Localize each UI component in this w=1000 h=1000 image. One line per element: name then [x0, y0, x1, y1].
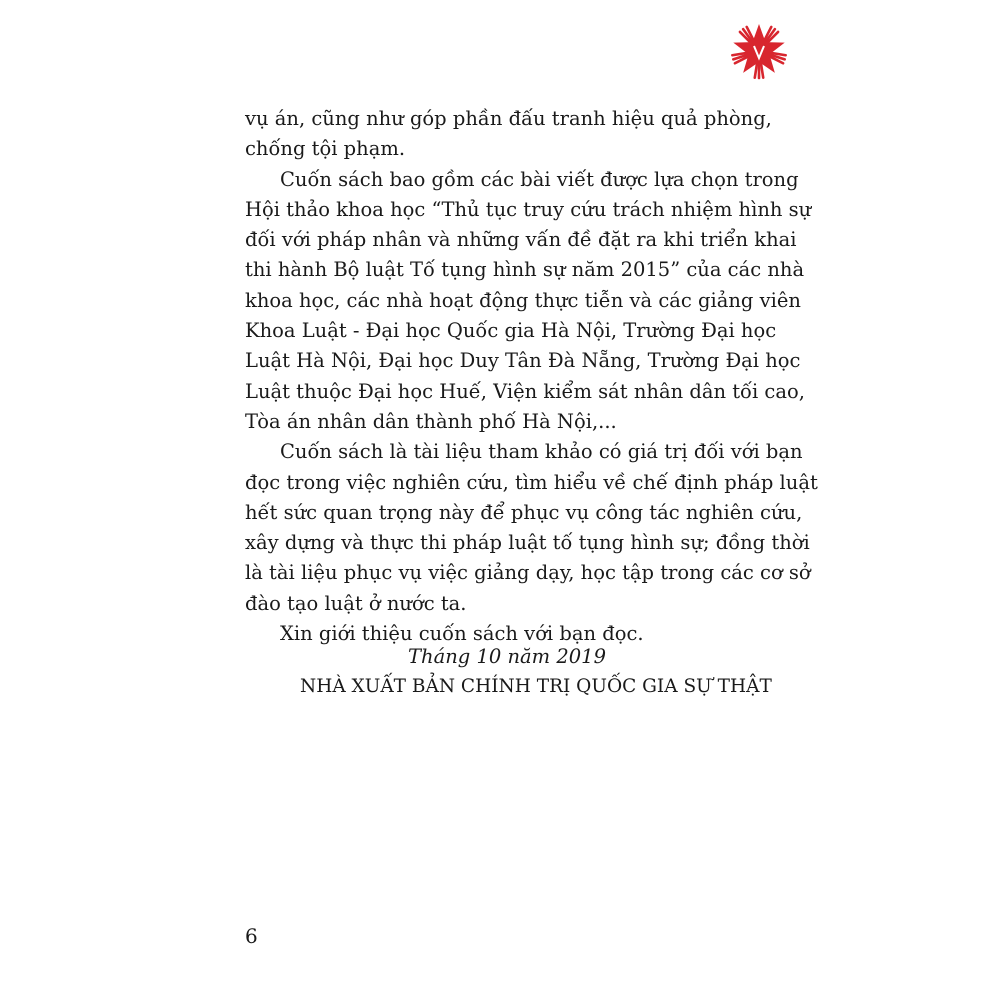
body-line: thi hành Bộ luật Tố tụng hình sự năm 2015” của các nhà: [245, 258, 805, 282]
publisher-star-logo-graphic: [730, 22, 788, 80]
body-line: khoa học, các nhà hoạt động thực tiễn và các giảng viên: [245, 288, 801, 312]
signature-publisher: NHÀ XUẤT BẢN CHÍNH TRỊ QUỐC GIA SỰ THẬT: [300, 676, 772, 697]
publisher-star-logo-icon: [730, 22, 788, 80]
signature-date: Tháng 10 năm 2019: [408, 645, 606, 668]
body-line: đọc trong việc nghiên cứu, tìm hiểu về chế định pháp luật: [245, 470, 818, 494]
body-line: hết sức quan trọng này để phục vụ công tác nghiên cứu,: [245, 500, 803, 524]
body-line: vụ án, cũng như góp phần đấu tranh hiệu quả phòng,: [245, 107, 772, 130]
body-text: [245, 104, 818, 649]
body-line: Cuốn sách bao gồm các bài viết được lựa chọn trong: [280, 167, 799, 191]
body-line: Hội thảo khoa học “Thủ tục truy cứu trách nhiệm hình sự: [245, 197, 812, 221]
body-line: là tài liệu phục vụ việc giảng dạy, học tập trong các cơ sở: [245, 561, 811, 585]
body-line: đối với pháp nhân và những vấn đề đặt ra khi triển khai: [245, 228, 797, 252]
body-line: Khoa Luật - Đại học Quốc gia Hà Nội, Trường Đại học: [245, 319, 777, 343]
body-line: Luật Hà Nội, Đại học Duy Tân Đà Nẵng, Trường Đại học: [245, 349, 801, 373]
body-line: Cuốn sách là tài liệu tham khảo có giá trị đối với bạn: [280, 440, 803, 464]
body-line: Xin giới thiệu cuốn sách với bạn đọc.: [280, 622, 644, 646]
body-line: đào tạo luật ở nước ta.: [245, 591, 467, 615]
body-line: Tòa án nhân dân thành phố Hà Nội,...: [245, 409, 617, 433]
body-line: Luật thuộc Đại học Huế, Viện kiểm sát nhân dân tối cao,: [245, 379, 805, 403]
body-line: chống tội phạm.: [245, 137, 406, 161]
page-number: 6: [245, 924, 258, 948]
body-line: xây dựng và thực thi pháp luật tố tụng hình sự; đồng thời: [245, 531, 810, 555]
